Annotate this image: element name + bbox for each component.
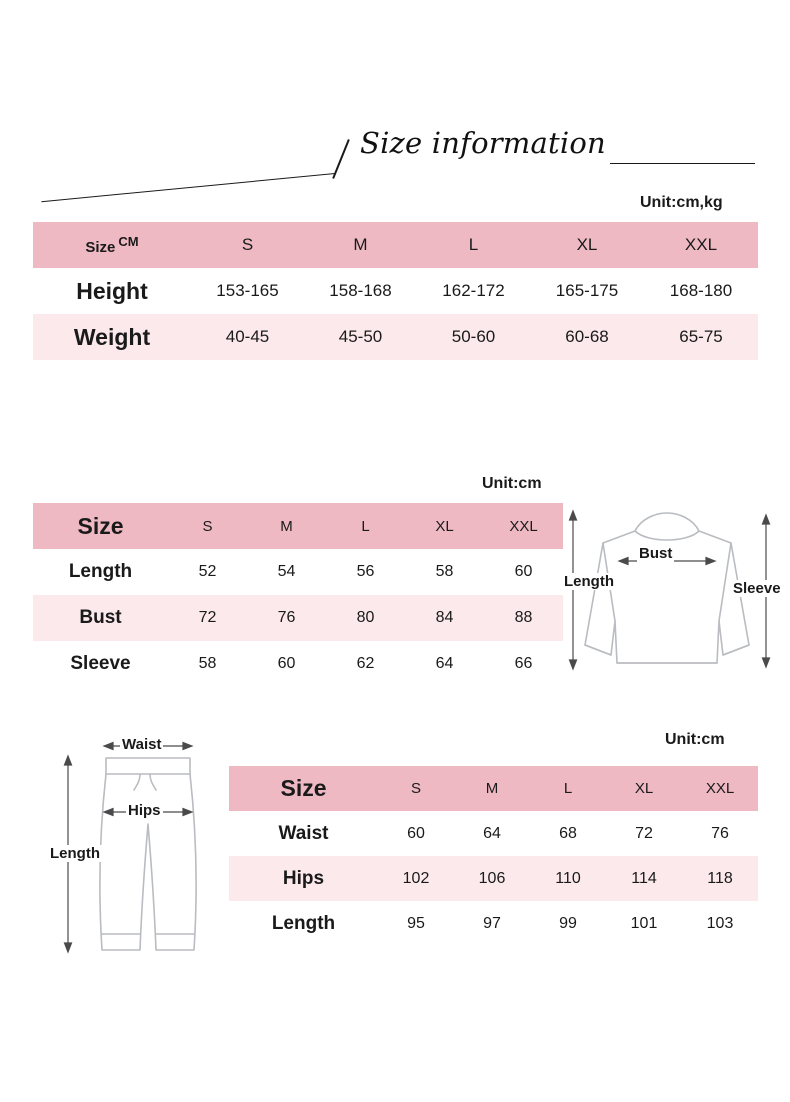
table-row	[229, 811, 758, 856]
figure-top-bust-label: Bust	[639, 545, 673, 562]
table-height-weight	[33, 222, 758, 360]
cell-sleeve-l: 62	[326, 641, 405, 687]
cell-bust-l: 80	[326, 595, 405, 641]
cell-bust-xl: 84	[405, 595, 484, 641]
cell-waist-l: 68	[530, 811, 606, 856]
cell-length-s: 52	[168, 549, 247, 595]
cell-length-xxl: 60	[484, 549, 563, 595]
cell-height-s: 153-165	[191, 268, 304, 314]
figure-top-length-label: Length	[564, 573, 614, 590]
cell-height-l: 162-172	[417, 268, 530, 314]
cell-bust-xxl: 88	[484, 595, 563, 641]
cell-height-xxl: 168-180	[644, 268, 758, 314]
column-header-s: S	[168, 503, 247, 549]
figure-top-garment	[563, 495, 790, 695]
figure-pants-length-label: Length	[50, 845, 100, 862]
cell-sleeve-xxl: 66	[484, 641, 563, 687]
page-header	[0, 118, 790, 188]
row-label-hips: Hips	[229, 856, 378, 901]
figure-pants-waist-label: Waist	[122, 736, 162, 753]
table-row	[33, 268, 758, 314]
column-header-m: M	[304, 222, 417, 268]
table-row	[33, 641, 563, 687]
cell-hips-m: 106	[454, 856, 530, 901]
cell-weight-s: 40-45	[191, 314, 304, 360]
cell-weight-l: 50-60	[417, 314, 530, 360]
figure-top-sleeve-label: Sleeve	[733, 580, 781, 597]
cell-length-m: 54	[247, 549, 326, 595]
column-header-xl: XL	[606, 766, 682, 811]
cell-sleeve-s: 58	[168, 641, 247, 687]
cell-length-xxl: 103	[682, 901, 758, 946]
cell-waist-m: 64	[454, 811, 530, 856]
cell-height-m: 158-168	[304, 268, 417, 314]
cell-length-s: 95	[378, 901, 454, 946]
row-label-sleeve: Sleeve	[33, 641, 168, 687]
table-header-size	[33, 222, 191, 268]
cell-waist-xl: 72	[606, 811, 682, 856]
figure-pants-hips-label: Hips	[128, 802, 161, 819]
table-top-measurements	[33, 503, 563, 687]
cell-hips-xl: 114	[606, 856, 682, 901]
row-label-height: Height	[33, 268, 191, 314]
table-row	[33, 549, 563, 595]
table-row	[229, 901, 758, 946]
header-slash-icon	[332, 139, 350, 179]
cell-length-l: 99	[530, 901, 606, 946]
column-header-xxl: XXL	[682, 766, 758, 811]
cell-length-m: 97	[454, 901, 530, 946]
cell-weight-xxl: 65-75	[644, 314, 758, 360]
column-header-l: L	[417, 222, 530, 268]
figure-pants-garment	[40, 728, 240, 973]
cell-length-l: 56	[326, 549, 405, 595]
column-header-xxl: XXL	[484, 503, 563, 549]
cell-length-xl: 101	[606, 901, 682, 946]
row-label-waist: Waist	[229, 811, 378, 856]
header-rule-left	[41, 173, 335, 202]
cell-weight-xl: 60-68	[530, 314, 644, 360]
unit-label-top: Unit:cm	[482, 475, 542, 492]
column-header-xxl: XXL	[644, 222, 758, 268]
cell-bust-s: 72	[168, 595, 247, 641]
cell-waist-xxl: 76	[682, 811, 758, 856]
header-rule-right	[610, 163, 755, 164]
row-label-length: Length	[33, 549, 168, 595]
column-header-l: L	[326, 503, 405, 549]
cell-height-xl: 165-175	[530, 268, 644, 314]
column-header-s: S	[378, 766, 454, 811]
column-header-l: L	[530, 766, 606, 811]
row-label-weight: Weight	[33, 314, 191, 360]
table-row	[33, 222, 758, 268]
column-header-m: M	[247, 503, 326, 549]
cell-sleeve-m: 60	[247, 641, 326, 687]
table-header-size: Size	[229, 766, 378, 811]
row-label-length: Length	[229, 901, 378, 946]
column-header-xl: XL	[530, 222, 644, 268]
table-row	[229, 766, 758, 811]
column-header-m: M	[454, 766, 530, 811]
cell-bust-m: 76	[247, 595, 326, 641]
column-header-s: S	[191, 222, 304, 268]
cell-sleeve-xl: 64	[405, 641, 484, 687]
cell-weight-m: 45-50	[304, 314, 417, 360]
size-label-text: Size	[85, 239, 116, 256]
table-header-size: Size	[33, 503, 168, 549]
row-label-bust: Bust	[33, 595, 168, 641]
cell-hips-xxl: 118	[682, 856, 758, 901]
size-unit-superscript: CM	[118, 234, 139, 249]
table-pants-measurements	[229, 766, 758, 946]
table-row	[33, 314, 758, 360]
table-row	[33, 595, 563, 641]
cell-hips-s: 102	[378, 856, 454, 901]
unit-label-pants: Unit:cm	[665, 731, 725, 748]
cell-waist-s: 60	[378, 811, 454, 856]
cell-hips-l: 110	[530, 856, 606, 901]
unit-label-height-weight: Unit:cm,kg	[640, 194, 723, 211]
column-header-xl: XL	[405, 503, 484, 549]
page-title: Size information	[360, 126, 606, 160]
table-row	[33, 503, 563, 549]
cell-length-xl: 58	[405, 549, 484, 595]
table-row	[229, 856, 758, 901]
